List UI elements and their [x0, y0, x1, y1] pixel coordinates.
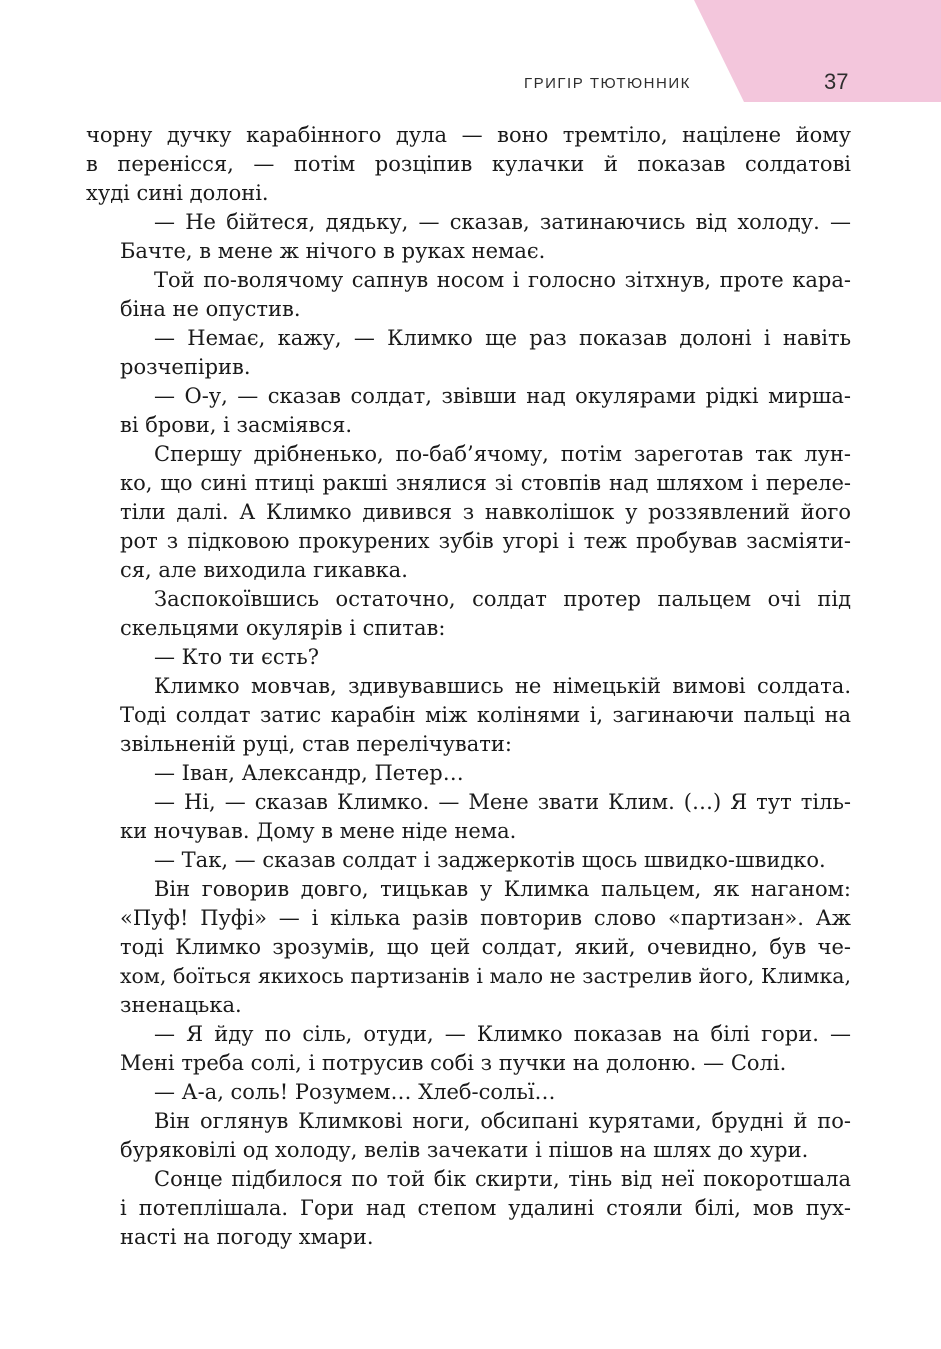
paragraph: [86, 759, 851, 788]
paragraph: [86, 1078, 851, 1107]
text-line: Спершу дрібненько, по-баб’ячому, потім зареготав так лун-: [154, 442, 851, 466]
text-line: ки ночував. Дому в мене ніде нема.: [120, 819, 517, 843]
text-line: Заспокоївшись остаточно, солдат протер пальцем очі під: [154, 587, 851, 611]
text-line: Климко мовчав, здивувавшись не німецькій вимові солдата.: [154, 674, 851, 698]
text-line: Сонце підбилося по той бік скирти, тінь від неї покоротшала: [154, 1167, 851, 1191]
text-line: — Не бійтеся, дядьку, — сказав, затинаючись від холоду. —: [154, 210, 851, 234]
text-line: звільненій руці, став перелічувати:: [120, 732, 512, 756]
paragraph: [86, 324, 851, 382]
text-line: Тоді солдат затис карабін між колінями і, загинаючи пальці на: [120, 703, 851, 727]
text-line: Мені треба солі, і потрусив собі з пучки на долоню. — Солі.: [120, 1051, 787, 1075]
text-line: зненацька.: [120, 993, 242, 1017]
text-line: «Пуф! Пуфі» — і кілька разів повторив слово «партизан». Аж: [120, 906, 851, 930]
paragraph: [86, 1165, 851, 1252]
text-line: і потеплішала. Гори над степом удалині стояли білі, мов пух-: [120, 1196, 851, 1220]
paragraph: [86, 875, 851, 1020]
text-line: — Я йду по сіль, отуди, — Климко показав на білі гори. —: [154, 1022, 851, 1046]
paragraph: [86, 382, 851, 440]
paragraph: [86, 672, 851, 759]
paragraph: [86, 208, 851, 266]
body-text: [86, 121, 851, 1252]
paragraph: [86, 1020, 851, 1078]
running-head-author: ГРИГІР ТЮТЮННИК: [524, 75, 691, 92]
paragraph: [86, 846, 851, 875]
text-line: — Кто ти єсть?: [154, 645, 319, 669]
paragraph: [86, 585, 851, 643]
text-line: Він оглянув Климкові ноги, обсипані курятами, брудні й по-: [154, 1109, 851, 1133]
text-line: — Немає, кажу, — Климко ще раз показав долоні і навіть: [154, 326, 851, 350]
text-line: Бачте, в мене ж нічого в руках немає.: [120, 239, 546, 263]
text-line: буряковілі од холоду, велів зачекати і пішов на шлях до хури.: [120, 1138, 809, 1162]
text-line: скельцями окулярів і спитав:: [120, 616, 446, 640]
text-line: в перенісся, — потім розціпив кулачки й показав солдатові: [86, 152, 851, 176]
text-line: ві брови, і засміявся.: [120, 413, 353, 437]
paragraph: [86, 788, 851, 846]
text-line: біна не опустив.: [120, 297, 301, 321]
paragraph: [86, 643, 851, 672]
text-line: — Іван, Александр, Петер…: [154, 761, 464, 785]
text-line: тоді Климко зрозумів, що цей солдат, який, очевидно, був че-: [120, 935, 851, 959]
text-line: — А-а, соль! Розумем… Хлеб-сольї…: [154, 1080, 556, 1104]
paragraph: [86, 440, 851, 585]
paragraph: [86, 121, 851, 208]
paragraph: [86, 1107, 851, 1165]
text-line: хом, боїться якихось партизанів і мало не застрелив його, Климка,: [120, 964, 851, 988]
text-line: — О-у, — сказав солдат, звівши над окулярами рідкі мирша-: [154, 384, 851, 408]
text-line: — Ні, — сказав Климко. — Мене звати Клим. (…) Я тут тіль-: [154, 790, 851, 814]
text-line: — Так, — сказав солдат і заджеркотів щось швидко-швидко.: [154, 848, 826, 872]
paragraph: [86, 266, 851, 324]
text-line: рот з підковою прокурених зубів угорі і теж пробував засміяти-: [120, 529, 851, 553]
text-line: Він говорив довго, тицькав у Климка пальцем, як наганом:: [154, 877, 851, 901]
text-line: чорну дучку карабінного дула — воно тремтіло, націлене йому: [86, 123, 851, 147]
text-line: Той по-волячому сапнув носом і голосно зітхнув, проте кара-: [154, 268, 851, 292]
page-number: 37: [824, 69, 849, 94]
text-line: худі сині долоні.: [86, 181, 269, 205]
text-line: ко, що сині птиці ракші знялися зі стовпів над шляхом і переле-: [120, 471, 851, 495]
text-line: насті на погоду хмари.: [120, 1225, 374, 1249]
pink-corner-band: [0, 0, 941, 104]
text-line: тіли далі. А Климко дивився з навколішок у роззявлений його: [120, 500, 851, 524]
text-line: ся, але виходила гикавка.: [120, 558, 408, 582]
text-line: розчепірив.: [120, 355, 251, 379]
